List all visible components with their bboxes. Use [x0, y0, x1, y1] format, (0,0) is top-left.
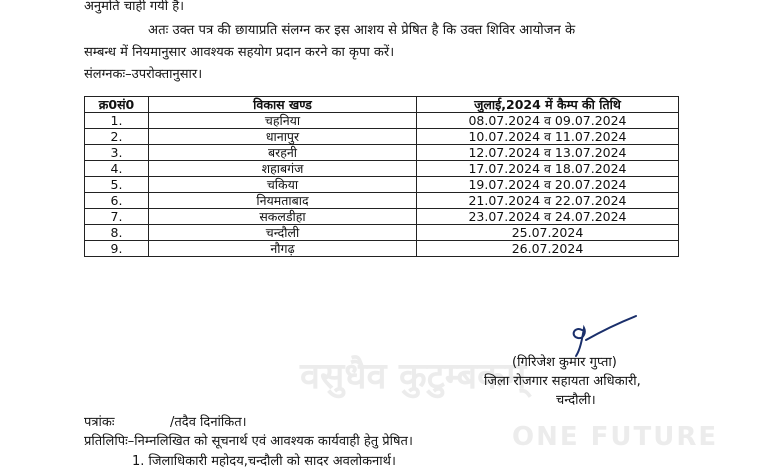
table-row	[85, 113, 679, 129]
cell-date: 21.07.2024 व 22.07.2024	[417, 193, 679, 209]
cell-block: सकलडीहा	[149, 209, 417, 225]
cell-serial: 6.	[85, 193, 149, 209]
header-serial: क्र0सं0	[85, 97, 149, 113]
cell-block: बरहनी	[149, 145, 417, 161]
cell-date: 17.07.2024 व 18.07.2024	[417, 161, 679, 177]
table-header-row	[85, 97, 679, 113]
enclosure-line: संलग्नकः–उपरोक्तानुसार।	[84, 67, 203, 82]
table-row	[85, 241, 679, 257]
camp-schedule-table	[84, 96, 679, 257]
table-row	[85, 129, 679, 145]
cell-date: 26.07.2024	[417, 241, 679, 257]
cell-date: 08.07.2024 व 09.07.2024	[417, 113, 679, 129]
cell-block: चहनिया	[149, 113, 417, 129]
permission-line: अनुमति चाही गयी है।	[84, 0, 185, 14]
cell-serial: 1.	[85, 113, 149, 129]
paragraph-line-1: अतः उक्त पत्र की छायाप्रति संलग्न कर इस आशय से प्रेषित है कि उक्त शिविर आयोजन के	[148, 23, 576, 38]
cell-block: शहाबगंज	[149, 161, 417, 177]
cell-date: 25.07.2024	[417, 225, 679, 241]
cell-date: 12.07.2024 व 13.07.2024	[417, 145, 679, 161]
table-row	[85, 177, 679, 193]
signatory-name: (गिरिजेश कुमार गुप्ता)	[512, 355, 617, 370]
table-row	[85, 225, 679, 241]
paragraph-line-2: सम्बन्ध में नियमानुसार आवश्यक सहयोग प्रदान करने का कृपा करें।	[84, 45, 395, 60]
cell-date: 23.07.2024 व 24.07.2024	[417, 209, 679, 225]
cell-serial: 9.	[85, 241, 149, 257]
signatory-designation: जिला रोजगार सहायता अधिकारी,	[484, 374, 641, 389]
cell-block: नौगढ़	[149, 241, 417, 257]
cell-serial: 7.	[85, 209, 149, 225]
cell-serial: 3.	[85, 145, 149, 161]
table-row	[85, 209, 679, 225]
table-row	[85, 161, 679, 177]
cell-block: नियमताबाद	[149, 193, 417, 209]
copy-item-1: 1. जिलाधिकारी महोदय,चन्दौली को सादर अवलोकनार्थ।	[132, 454, 396, 469]
copy-to-line: प्रतिलिपिः–निम्नलिखित को सूचनार्थ एवं आवश्यक कार्यवाही हेतु प्रेषित।	[84, 434, 413, 449]
cell-block: चकिया	[149, 177, 417, 193]
dated-label: /तदैव दिनांकित।	[170, 415, 247, 430]
cell-date: 10.07.2024 व 11.07.2024	[417, 129, 679, 145]
cell-date: 19.07.2024 व 20.07.2024	[417, 177, 679, 193]
letter-number-label: पत्रांकः	[84, 415, 115, 430]
cell-serial: 8.	[85, 225, 149, 241]
table-row	[85, 145, 679, 161]
cell-serial: 2.	[85, 129, 149, 145]
cell-serial: 5.	[85, 177, 149, 193]
header-date: जुलाई,2024 में कैम्प की तिथि	[417, 97, 679, 113]
signatory-location: चन्दौली।	[556, 393, 596, 408]
cell-block: चन्दौली	[149, 225, 417, 241]
watermark-english: ONE FUTURE	[512, 422, 719, 452]
cell-serial: 4.	[85, 161, 149, 177]
watermark-hindi: वसुधैव कुटुम्बकम्	[300, 356, 527, 397]
cell-block: धानापुर	[149, 129, 417, 145]
table-row	[85, 193, 679, 209]
header-block: विकास खण्ड	[149, 97, 417, 113]
